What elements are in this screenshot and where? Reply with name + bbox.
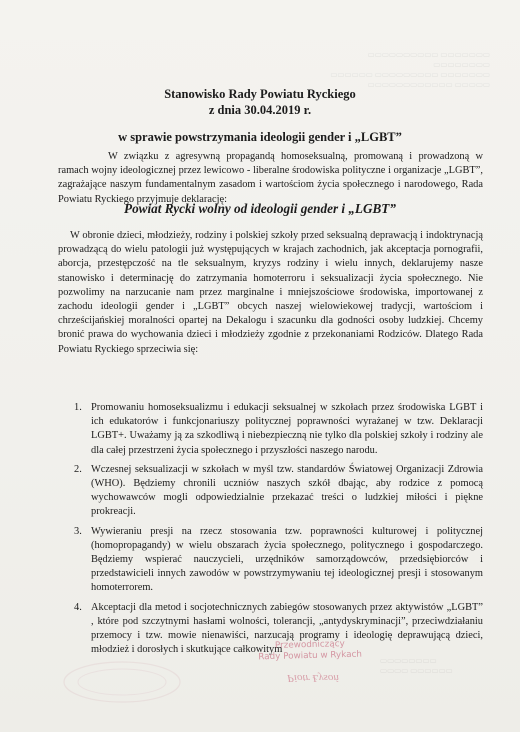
list-item-text: Wczesnej seksualizacji w szkołach w myśl tzw. standardów Światowej Organizacji Zdrowia (WHO). Będziemy chronili uczniów naszych szkół dbając, aby rodzice z pomocą wychowawców mogli odpowiedzialnie przekazać treści o ludzkiej miłości i piękne prokreacji. (91, 463, 483, 518)
list-item (58, 463, 483, 520)
document-title: Stanowisko Rady Powiatu Ryckiego (164, 87, 356, 101)
document-date: z dnia 30.04.2019 r. (208, 103, 312, 117)
stamp-council: Rady Powiatu w Rykach (258, 649, 363, 663)
list-item-text: Akceptacji dla metod i socjotechnicznych zabiegów stosowanych przez aktywistów „LGBT” , które pod szczytnymi hasłami wolności, tolerancji, „antydyskryminacji”, przeciwdziałaniu przemocy i tzw. mowie nienawiści, narzucają programy i ideologię deprawującą dzieci, młodzież i dorosłych i skutkujące całkowitym (91, 601, 483, 656)
list-item-number: 3. (74, 525, 82, 537)
list-item-number: 4. (74, 601, 82, 613)
list-item-text: Promowaniu homoseksualizmu i edukacji seksualnej w szkołach przez środowiska LGBT i ich edukatorów i funkcjonariuszy politycznej poprawności wyrażanej w tzw. Deklaracji LGBT+. Uważamy ją za szkodliwą i niebezpieczną nie tylko dla polskiej szkoły i rodziny ale dla całej przestrzeni życia społecznego i przyszłości naszego narodu. (91, 402, 483, 456)
list-item-number: 1. (74, 402, 82, 413)
stamp-title: Przewodniczący (274, 639, 345, 651)
declaration-motto: Powiat Rycki wolny od ideologii gender i „LGBT” (124, 201, 396, 216)
document-subject: w sprawie powstrzymania ideologii gender i „LGBT” (118, 130, 402, 144)
list-item-number: 2. (74, 463, 82, 475)
chairman-stamp (230, 638, 391, 664)
bleed-through-stamp (60, 658, 190, 708)
intro-paragraph: W związku z agresywną propagandą homoseksualną, promowaną i prowadzoną w ramach wojny ideologicznej przez lewicowo - liberalne środowiska polityczne i organizacje „LGBT”, zagrażające naszym fundamentalnym zasadom i wartościom życia społecznego i narodowego, Rada Powiatu Ryckiego przyjmuje deklarację: (58, 151, 483, 205)
main-paragraph: W obronie dzieci, młodzieży, rodziny i polskiej szkoły przed seksualną deprawacją i indoktrynacją prowadzącą do wielu patologii już występujących w krajach zachodnich, jak akceptacja pornografii, aborcja, przestępczość na tle seksualnym, kryzys rodziny i wielu innych, deklarujemy nasze stanowisko i determinację do zatrzymania homoterroru i seksualizacji życia społecznego. Nie pozwolimy na narzucanie nam przez marginalne i mniejszościowe środowiska, importowanej z zachodu ideologii gender i „LGBT” obcych naszej wielowiekowej tradycji, wartościom i chrześcijańskiej moralności opartej na Dekalogu i szacunku dla godności osoby ludzkiej. Chcemy bronić prawa do wychowania dzieci i młodzieży zgodnie z przekonaniami Rodziców. Dlatego Rada Powiatu Ryckiego sprzeciwia się: (58, 230, 483, 355)
bleed-through-text: ▭▭▭▭▭▭▭▭▭▭ ▭▭▭▭▭▭▭ ▭▭▭▭▭▭▭▭ ▭▭▭▭▭▭ ▭▭▭▭▭▭▭▭▭ ▭▭▭▭▭▭▭ ▭▭▭▭▭▭▭▭▭▭▭▭ ▭▭▭▭▭ (330, 50, 490, 89)
bleed-through-text-bottom: ▭▭▭▭▭▭▭▭ ▭▭▭▭ ▭▭▭▭▭▭ (380, 656, 453, 675)
list-item (58, 401, 483, 458)
objection-list (58, 401, 483, 657)
signature: Piotr Łysoń (287, 672, 339, 684)
list-item (58, 525, 483, 596)
list-item-text: Wywieraniu presji na rzecz stosowania tzw. poprawności kulturowej i politycznej (homopropagandy) w wielu obszarach życia społecznego, politycznego i gospodarczego. Będziemy wspierać nauczycieli, urzędników samorządowców, przedsiębiorców i przedstawicieli innych zawodów w powstrzymywaniu tej ideologicznej presji i stosowanym homoterrorem. (91, 525, 483, 594)
